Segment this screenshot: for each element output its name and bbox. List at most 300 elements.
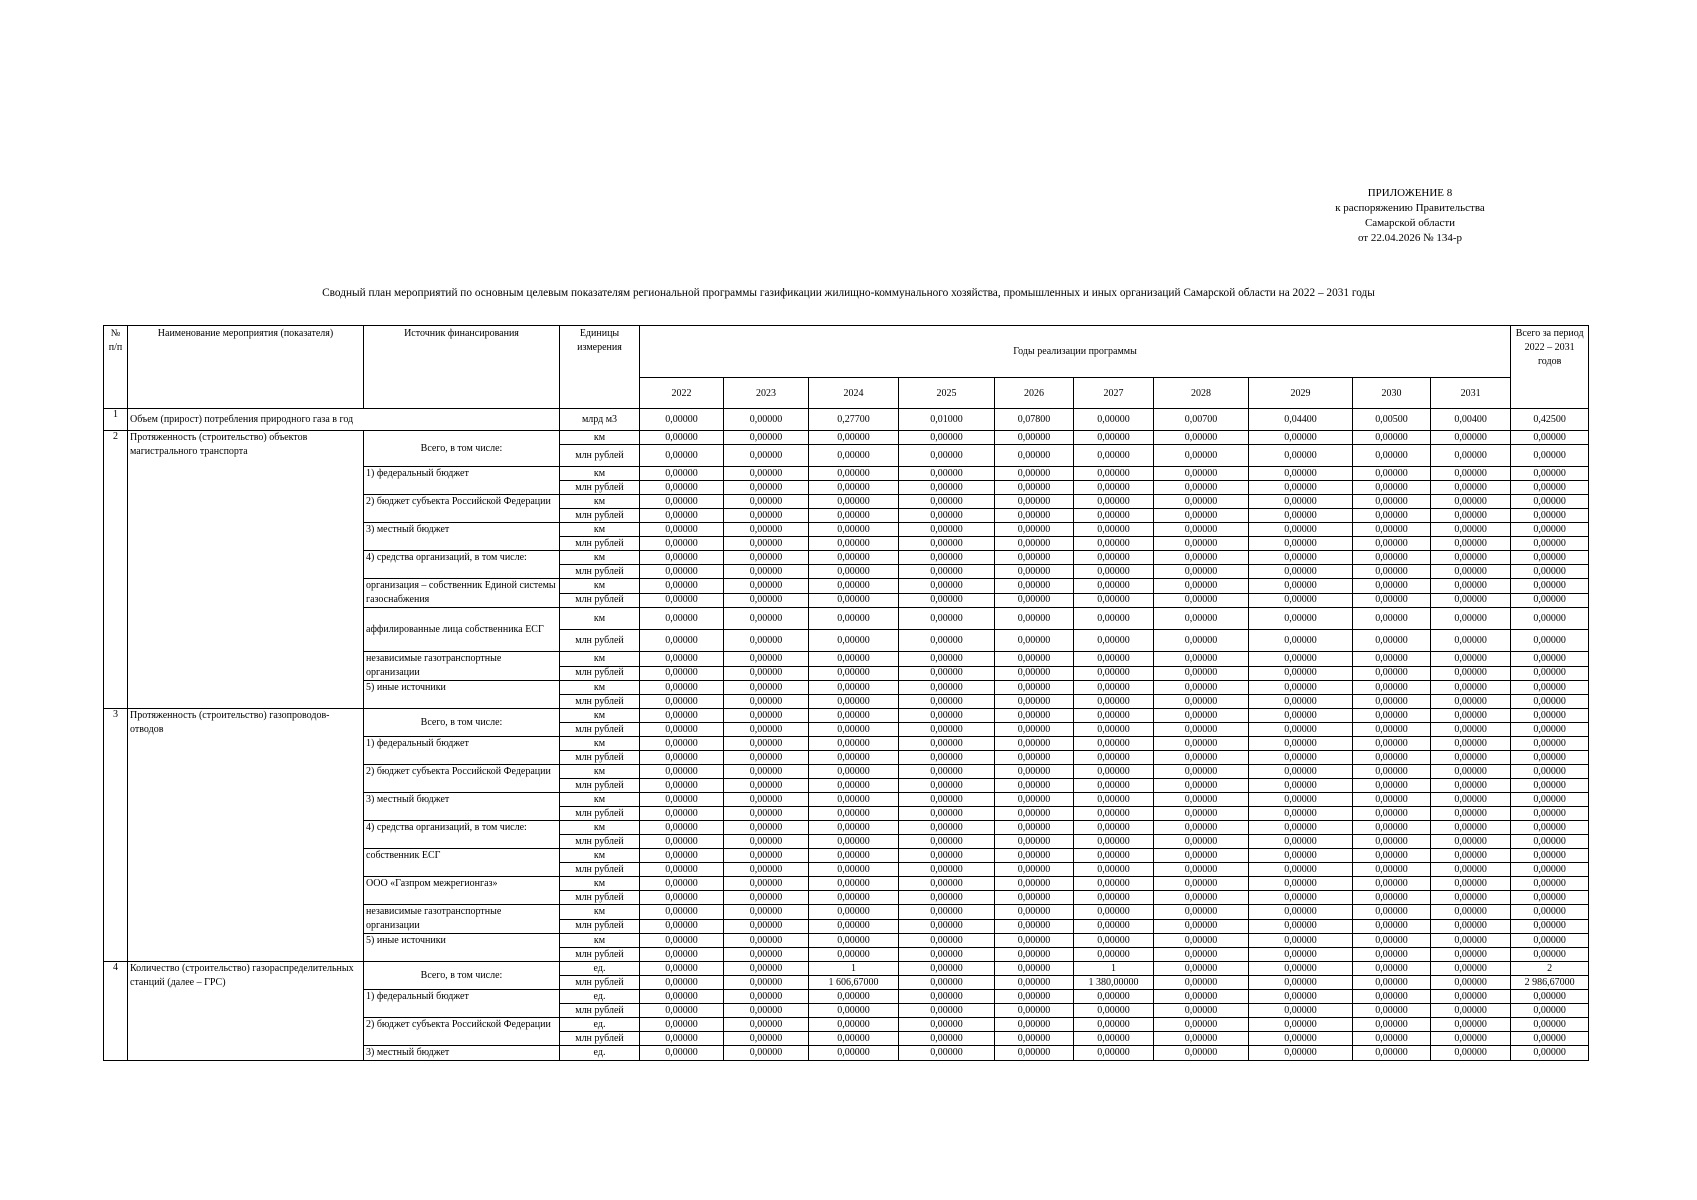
value-cell: 0,00000 — [640, 481, 724, 495]
total-cell: 0,00000 — [1511, 1004, 1589, 1018]
value-cell: 0,00000 — [809, 737, 899, 751]
appendix-line: ПРИЛОЖЕНИЕ 8 — [1367, 187, 1453, 199]
value-cell: 0,00000 — [995, 863, 1074, 877]
appendix-stamp — [1300, 186, 1520, 246]
funding-source: независимые газотранспортные организации — [364, 652, 560, 681]
value-cell: 0,00000 — [1353, 608, 1431, 630]
value-cell: 0,00000 — [995, 467, 1074, 481]
value-cell: 0,00000 — [1249, 962, 1353, 976]
value-cell: 0,00000 — [1431, 962, 1511, 976]
value-cell: 0,00000 — [1353, 431, 1431, 445]
value-cell: 0,00000 — [809, 681, 899, 695]
value-cell: 0,00000 — [1249, 537, 1353, 551]
value-cell: 0,00000 — [995, 431, 1074, 445]
unit-cell: млн рублей — [560, 445, 640, 467]
total-cell: 0,00000 — [1511, 431, 1589, 445]
plan-table — [103, 325, 1589, 1061]
unit-cell: км — [560, 579, 640, 594]
row-number: 4 — [104, 962, 128, 1061]
value-cell: 0,00000 — [1249, 990, 1353, 1004]
unit-cell: ед. — [560, 962, 640, 976]
unit-cell: км — [560, 934, 640, 948]
value-cell: 0,00000 — [1074, 481, 1154, 495]
unit-cell: млн рублей — [560, 537, 640, 551]
value-cell: 0,00000 — [899, 765, 995, 779]
value-cell: 0,00000 — [1431, 807, 1511, 821]
value-cell: 0,00000 — [1249, 751, 1353, 765]
value-cell: 0,00000 — [724, 495, 809, 509]
value-cell: 0,00000 — [640, 849, 724, 863]
value-cell: 0,00000 — [1431, 481, 1511, 495]
value-cell: 0,00000 — [640, 579, 724, 594]
value-cell: 0,00000 — [1249, 934, 1353, 948]
value-cell: 0,00000 — [640, 608, 724, 630]
value-cell: 0,00000 — [724, 948, 809, 962]
value-cell: 0,00000 — [995, 579, 1074, 594]
value-cell: 0,00000 — [809, 608, 899, 630]
value-cell: 0,00000 — [1249, 608, 1353, 630]
value-cell: 0,00000 — [1431, 765, 1511, 779]
value-cell: 0,00000 — [995, 1046, 1074, 1061]
value-cell: 0,00000 — [899, 467, 995, 481]
unit-cell: км — [560, 608, 640, 630]
value-cell: 0,00000 — [995, 537, 1074, 551]
header-unit: Единицы измерения — [560, 326, 640, 409]
value-cell: 0,00000 — [724, 905, 809, 920]
value-cell: 0,00000 — [1074, 863, 1154, 877]
value-cell: 0,00000 — [899, 523, 995, 537]
value-cell: 0,00000 — [1154, 608, 1249, 630]
value-cell: 0,00000 — [724, 990, 809, 1004]
value-cell: 0,00000 — [1353, 821, 1431, 835]
value-cell: 0,00000 — [995, 495, 1074, 509]
value-cell: 0,00000 — [809, 990, 899, 1004]
value-cell: 0,00000 — [724, 431, 809, 445]
value-cell: 0,00000 — [1074, 779, 1154, 793]
value-cell: 1 606,67000 — [809, 976, 899, 990]
value-cell: 0,00000 — [995, 807, 1074, 821]
value-cell: 0,00000 — [809, 849, 899, 863]
value-cell: 0,00000 — [1249, 863, 1353, 877]
value-cell: 0,00000 — [1431, 509, 1511, 523]
value-cell: 0,07800 — [995, 409, 1074, 431]
value-cell: 0,00000 — [1074, 551, 1154, 565]
unit-cell: млн рублей — [560, 948, 640, 962]
indicator-name: Количество (строительство) газораспределительных станций (далее – ГРС) — [128, 962, 364, 1061]
unit-cell: млн рублей — [560, 723, 640, 737]
value-cell: 0,00000 — [995, 737, 1074, 751]
value-cell: 0,00000 — [1154, 779, 1249, 793]
value-cell: 0,00000 — [640, 709, 724, 723]
total-cell: 2 — [1511, 962, 1589, 976]
value-cell: 0,00000 — [995, 793, 1074, 807]
value-cell: 0,00000 — [1353, 523, 1431, 537]
value-cell: 0,00000 — [1154, 467, 1249, 481]
value-cell: 0,00000 — [995, 1032, 1074, 1046]
value-cell: 0,00000 — [1353, 905, 1431, 920]
value-cell: 0,00000 — [1249, 779, 1353, 793]
value-cell: 0,00000 — [899, 1032, 995, 1046]
value-cell: 0,00000 — [809, 709, 899, 723]
value-cell: 0,00000 — [1154, 481, 1249, 495]
value-cell: 0,00000 — [1431, 467, 1511, 481]
value-cell: 0,00000 — [1353, 835, 1431, 849]
value-cell: 0,00000 — [1431, 905, 1511, 920]
value-cell: 0,00000 — [1249, 835, 1353, 849]
value-cell: 0,00000 — [724, 849, 809, 863]
value-cell: 0,00000 — [1074, 891, 1154, 905]
header-year: 2024 — [809, 378, 899, 409]
unit-cell: км — [560, 765, 640, 779]
value-cell: 0,00000 — [1431, 976, 1511, 990]
value-cell: 0,00000 — [724, 919, 809, 934]
value-cell: 0,00000 — [809, 765, 899, 779]
value-cell: 0,00000 — [809, 495, 899, 509]
value-cell: 0,00000 — [995, 666, 1074, 681]
value-cell: 0,00000 — [1353, 681, 1431, 695]
value-cell: 0,00000 — [1249, 630, 1353, 652]
value-cell: 0,00000 — [1431, 495, 1511, 509]
value-cell: 0,00000 — [1431, 551, 1511, 565]
unit-cell: км — [560, 681, 640, 695]
value-cell: 0,00000 — [1431, 821, 1511, 835]
value-cell: 0,00000 — [1353, 877, 1431, 891]
value-cell: 0,00000 — [809, 934, 899, 948]
value-cell: 0,00000 — [1353, 537, 1431, 551]
total-cell: 0,00000 — [1511, 709, 1589, 723]
value-cell: 0,00000 — [1154, 821, 1249, 835]
unit-cell: млн рублей — [560, 863, 640, 877]
value-cell: 0,00000 — [995, 1004, 1074, 1018]
total-cell: 0,00000 — [1511, 779, 1589, 793]
value-cell: 0,00000 — [1154, 709, 1249, 723]
funding-source: 2) бюджет субъекта Российской Федерации — [364, 1018, 560, 1046]
value-cell: 0,00000 — [1154, 666, 1249, 681]
value-cell: 0,00000 — [1074, 523, 1154, 537]
value-cell: 0,00000 — [640, 723, 724, 737]
row-number: 2 — [104, 431, 128, 709]
value-cell: 0,00000 — [1431, 1046, 1511, 1061]
funding-source: 5) иные источники — [364, 681, 560, 709]
value-cell: 0,00000 — [1431, 608, 1511, 630]
unit-cell: км — [560, 849, 640, 863]
value-cell: 0,00000 — [1249, 919, 1353, 934]
unit-cell: км — [560, 905, 640, 920]
value-cell: 0,00000 — [1154, 891, 1249, 905]
value-cell: 0,00000 — [899, 608, 995, 630]
value-cell: 0,00000 — [899, 652, 995, 667]
value-cell: 0,00000 — [899, 948, 995, 962]
value-cell: 0,00000 — [1353, 593, 1431, 608]
header-num: № п/п — [104, 326, 128, 409]
value-cell: 0,00000 — [724, 863, 809, 877]
header-name: Наименование мероприятия (показателя) — [128, 326, 364, 409]
value-cell: 0,00000 — [1353, 495, 1431, 509]
total-cell: 0,00000 — [1511, 495, 1589, 509]
value-cell: 0,00000 — [899, 737, 995, 751]
value-cell: 0,00000 — [1154, 948, 1249, 962]
value-cell: 0,00000 — [724, 565, 809, 579]
value-cell: 0,00000 — [1154, 793, 1249, 807]
value-cell: 0,00000 — [724, 751, 809, 765]
value-cell: 0,00000 — [1249, 495, 1353, 509]
value-cell: 0,00000 — [1353, 793, 1431, 807]
value-cell: 0,00000 — [1154, 630, 1249, 652]
total-cell: 0,00000 — [1511, 551, 1589, 565]
value-cell: 0,00000 — [899, 779, 995, 793]
value-cell: 0,00000 — [1431, 593, 1511, 608]
value-cell: 0,00000 — [809, 565, 899, 579]
unit-cell: млн рублей — [560, 976, 640, 990]
value-cell: 0,00000 — [809, 821, 899, 835]
value-cell: 0,00000 — [995, 849, 1074, 863]
value-cell: 0,00000 — [1431, 666, 1511, 681]
appendix-line: от 22.04.2026 № 134-р — [1357, 232, 1463, 244]
value-cell: 0,00000 — [1154, 579, 1249, 594]
value-cell: 0,00000 — [899, 891, 995, 905]
value-cell: 0,00000 — [809, 905, 899, 920]
value-cell: 0,00000 — [995, 765, 1074, 779]
value-cell: 0,00000 — [1074, 723, 1154, 737]
total-cell: 0,00000 — [1511, 1046, 1589, 1061]
value-cell: 0,00000 — [1249, 593, 1353, 608]
total-cell: 0,00000 — [1511, 737, 1589, 751]
funding-source: аффилированные лица собственника ЕСГ — [364, 608, 560, 652]
value-cell: 0,00000 — [1074, 765, 1154, 779]
value-cell: 0,00000 — [995, 630, 1074, 652]
value-cell: 0,00000 — [640, 565, 724, 579]
value-cell: 0,00000 — [1074, 737, 1154, 751]
value-cell: 0,00000 — [809, 537, 899, 551]
value-cell: 0,00000 — [1154, 652, 1249, 667]
value-cell: 0,00000 — [1249, 695, 1353, 709]
value-cell: 0,00000 — [1074, 681, 1154, 695]
value-cell: 0,00500 — [1353, 409, 1431, 431]
value-cell: 0,00000 — [809, 445, 899, 467]
value-cell: 0,00000 — [1154, 807, 1249, 821]
total-cell: 0,00000 — [1511, 723, 1589, 737]
value-cell: 0,00000 — [1353, 565, 1431, 579]
total-cell: 2 986,67000 — [1511, 976, 1589, 990]
funding-source: 2) бюджет субъекта Российской Федерации — [364, 495, 560, 523]
value-cell: 0,00000 — [724, 509, 809, 523]
unit-cell: млн рублей — [560, 919, 640, 934]
value-cell: 0,00000 — [1431, 919, 1511, 934]
value-cell: 0,00000 — [995, 523, 1074, 537]
value-cell: 0,00000 — [809, 630, 899, 652]
value-cell: 0,00000 — [1074, 579, 1154, 594]
value-cell: 0,00000 — [1154, 877, 1249, 891]
table-row — [104, 962, 1589, 976]
value-cell: 0,00000 — [1431, 779, 1511, 793]
value-cell: 0,00000 — [1074, 990, 1154, 1004]
funding-source: организация – собственник Единой системы газоснабжения — [364, 579, 560, 608]
value-cell: 0,00000 — [899, 919, 995, 934]
value-cell: 0,00000 — [1353, 1018, 1431, 1032]
total-cell: 0,00000 — [1511, 934, 1589, 948]
value-cell: 0,00000 — [899, 593, 995, 608]
funding-source: 4) средства организаций, в том числе: — [364, 821, 560, 849]
value-cell: 0,00000 — [899, 537, 995, 551]
value-cell: 0,00000 — [1353, 723, 1431, 737]
value-cell: 0,00000 — [1249, 579, 1353, 594]
value-cell: 0,00000 — [1249, 793, 1353, 807]
value-cell: 0,00000 — [724, 723, 809, 737]
value-cell: 0,00000 — [1431, 1032, 1511, 1046]
value-cell: 0,00000 — [724, 467, 809, 481]
value-cell: 0,00000 — [640, 948, 724, 962]
total-cell: 0,00000 — [1511, 948, 1589, 962]
value-cell: 0,00000 — [1249, 976, 1353, 990]
value-cell: 0,00000 — [1431, 681, 1511, 695]
value-cell: 0,00000 — [1074, 565, 1154, 579]
value-cell: 1 380,00000 — [1074, 976, 1154, 990]
header-total: Всего за период 2022 – 2031 годов — [1511, 326, 1589, 409]
row-number: 1 — [104, 409, 128, 431]
table-row — [104, 431, 1589, 445]
value-cell: 0,00000 — [724, 962, 809, 976]
total-cell: 0,00000 — [1511, 467, 1589, 481]
value-cell: 0,00000 — [640, 681, 724, 695]
value-cell: 0,00000 — [724, 551, 809, 565]
value-cell: 0,00000 — [1353, 765, 1431, 779]
unit-cell: км — [560, 495, 640, 509]
value-cell: 0,00000 — [899, 849, 995, 863]
value-cell: 0,00000 — [1074, 934, 1154, 948]
total-cell: 0,00000 — [1511, 793, 1589, 807]
value-cell: 0,00000 — [724, 681, 809, 695]
total-cell: 0,00000 — [1511, 807, 1589, 821]
value-cell: 0,00000 — [724, 630, 809, 652]
value-cell: 0,00000 — [1154, 737, 1249, 751]
value-cell: 0,00000 — [809, 751, 899, 765]
total-cell: 0,00000 — [1511, 905, 1589, 920]
value-cell: 0,00000 — [1074, 495, 1154, 509]
value-cell: 0,00000 — [1431, 537, 1511, 551]
value-cell: 0,00000 — [1353, 779, 1431, 793]
value-cell: 0,00000 — [1353, 630, 1431, 652]
value-cell: 0,00000 — [724, 807, 809, 821]
unit-cell: млн рублей — [560, 807, 640, 821]
unit-cell: ед. — [560, 1046, 640, 1061]
value-cell: 0,00000 — [1154, 934, 1249, 948]
value-cell: 0,00000 — [1249, 807, 1353, 821]
unit-cell: км — [560, 467, 640, 481]
total-cell: 0,00000 — [1511, 1032, 1589, 1046]
header-year: 2023 — [724, 378, 809, 409]
value-cell: 0,00000 — [995, 445, 1074, 467]
value-cell: 0,00000 — [1431, 737, 1511, 751]
value-cell: 0,00000 — [1249, 1004, 1353, 1018]
appendix-line: к распоряжению Правительства — [1335, 202, 1485, 214]
value-cell: 0,00000 — [1249, 445, 1353, 467]
value-cell: 0,00000 — [1431, 523, 1511, 537]
value-cell: 0,00000 — [1074, 537, 1154, 551]
value-cell: 0,00000 — [1431, 934, 1511, 948]
value-cell: 0,00000 — [1249, 431, 1353, 445]
value-cell: 0,00000 — [1074, 608, 1154, 630]
value-cell: 0,00000 — [1249, 652, 1353, 667]
value-cell: 0,00000 — [1353, 445, 1431, 467]
unit-cell: км — [560, 551, 640, 565]
indicator-name: Протяженность (строительство) газопроводов-отводов — [128, 709, 364, 962]
total-cell: 0,00000 — [1511, 579, 1589, 594]
document-title: Сводный план мероприятий по основным целевым показателям региональной программы газификации жилищно-коммунального хозяйства, промышленных и иных организаций Самарской области на 2022 – 2031 годы — [322, 287, 1375, 299]
value-cell: 0,00000 — [640, 919, 724, 934]
value-cell: 0,00000 — [1431, 723, 1511, 737]
value-cell: 0,00000 — [1249, 481, 1353, 495]
funding-source: 5) иные источники — [364, 934, 560, 962]
value-cell: 0,00000 — [995, 919, 1074, 934]
funding-source: собственник ЕСГ — [364, 849, 560, 877]
value-cell: 0,00000 — [1074, 1018, 1154, 1032]
value-cell: 0,00000 — [640, 891, 724, 905]
value-cell: 0,00000 — [724, 608, 809, 630]
value-cell: 0,00000 — [1074, 948, 1154, 962]
unit-cell: км — [560, 431, 640, 445]
funding-source: 1) федеральный бюджет — [364, 467, 560, 495]
value-cell: 0,00000 — [995, 723, 1074, 737]
value-cell: 0,00000 — [809, 593, 899, 608]
header-year: 2025 — [899, 378, 995, 409]
total-cell: 0,00000 — [1511, 630, 1589, 652]
value-cell: 0,00000 — [809, 891, 899, 905]
value-cell: 0,00000 — [1431, 1018, 1511, 1032]
value-cell: 0,00000 — [1431, 1004, 1511, 1018]
value-cell: 0,00000 — [1074, 509, 1154, 523]
unit-cell: млн рублей — [560, 695, 640, 709]
value-cell: 0,00000 — [1353, 652, 1431, 667]
header-year: 2022 — [640, 378, 724, 409]
value-cell: 0,00000 — [1074, 666, 1154, 681]
total-cell: 0,00000 — [1511, 666, 1589, 681]
total-cell: 0,00000 — [1511, 608, 1589, 630]
value-cell: 0,00000 — [809, 919, 899, 934]
value-cell: 0,00000 — [640, 1046, 724, 1061]
unit-cell: млн рублей — [560, 835, 640, 849]
value-cell: 0,00000 — [809, 779, 899, 793]
value-cell: 0,00000 — [995, 565, 1074, 579]
value-cell: 0,00000 — [640, 652, 724, 667]
value-cell: 0,00000 — [724, 877, 809, 891]
unit-cell: млн рублей — [560, 481, 640, 495]
value-cell: 0,00000 — [1154, 445, 1249, 467]
value-cell: 0,00000 — [724, 537, 809, 551]
value-cell: 0,00000 — [809, 467, 899, 481]
value-cell: 0,00000 — [809, 1032, 899, 1046]
value-cell: 0,00000 — [1074, 467, 1154, 481]
value-cell: 0,00000 — [899, 509, 995, 523]
value-cell: 0,00000 — [724, 709, 809, 723]
total-cell: 0,00000 — [1511, 1018, 1589, 1032]
value-cell: 0,00000 — [995, 962, 1074, 976]
value-cell: 0,00000 — [640, 695, 724, 709]
value-cell: 0,00000 — [1074, 877, 1154, 891]
value-cell: 0,00000 — [640, 431, 724, 445]
value-cell: 0,00000 — [899, 793, 995, 807]
value-cell: 0,00000 — [899, 905, 995, 920]
value-cell: 0,00000 — [899, 565, 995, 579]
value-cell: 0,00000 — [1353, 709, 1431, 723]
value-cell: 0,00000 — [1154, 695, 1249, 709]
value-cell: 0,00000 — [899, 1046, 995, 1061]
value-cell: 0,00000 — [899, 835, 995, 849]
value-cell: 0,00000 — [724, 523, 809, 537]
value-cell: 0,00000 — [1431, 849, 1511, 863]
value-cell: 0,00000 — [1249, 765, 1353, 779]
value-cell: 0,00000 — [640, 737, 724, 751]
value-cell: 0,00000 — [1431, 652, 1511, 667]
